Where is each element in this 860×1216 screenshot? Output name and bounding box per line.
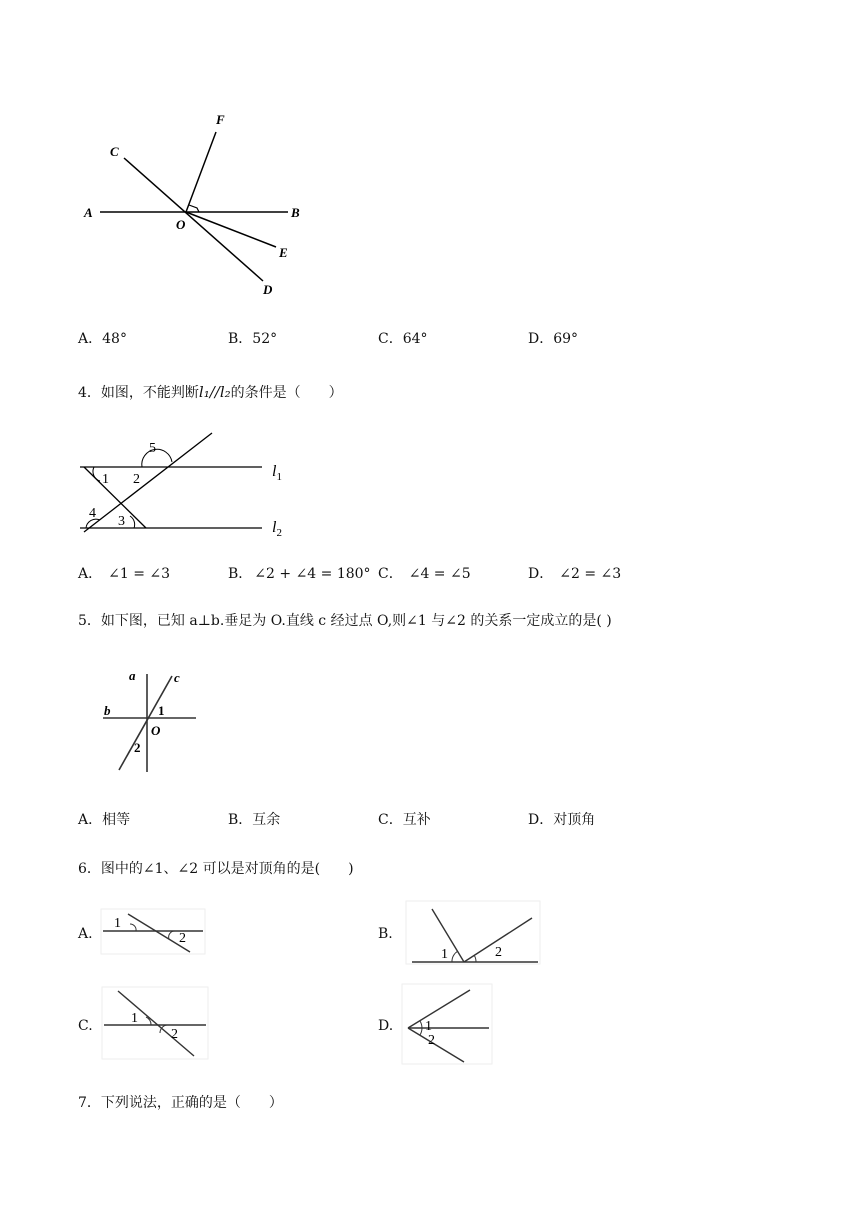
q6-figure-b xyxy=(405,900,543,968)
line-cd xyxy=(124,158,263,281)
ray-oe xyxy=(186,212,276,247)
option-letter: C． xyxy=(378,331,403,347)
option-text: 48° xyxy=(102,331,127,347)
angle-label-1: 1 xyxy=(441,947,448,962)
angle-label-3: 3 xyxy=(118,514,125,529)
label-a: a xyxy=(129,668,136,683)
angle-label-2: 2 xyxy=(495,945,502,960)
q4-question xyxy=(78,383,343,402)
angle-label-1: 1 xyxy=(102,472,109,487)
option-text: 64° xyxy=(402,331,428,347)
q6-choice-d-letter: D. xyxy=(378,1018,394,1034)
q6-figure-d xyxy=(400,982,495,1068)
angle-label-4: 4 xyxy=(89,506,96,521)
angle-label-5: 5 xyxy=(149,441,156,456)
label-d: D xyxy=(263,282,273,297)
label-l2: $l_2$ xyxy=(272,519,282,539)
angle-label-2: 2 xyxy=(428,1033,435,1048)
q4-text-after: 的条件是（ ） xyxy=(230,385,343,401)
q6-figure-a xyxy=(100,908,208,958)
option-letter: A． xyxy=(78,812,103,828)
angle-label-1: 1 xyxy=(425,1019,432,1034)
option-letter: D． xyxy=(528,566,554,582)
label-c: c xyxy=(174,670,180,685)
label-a: A xyxy=(84,205,93,220)
right-angle-mark xyxy=(189,205,199,212)
angle-label-2: 2 xyxy=(179,931,186,946)
option-letter: C． xyxy=(378,566,403,582)
option-text: ∠2 = ∠3 xyxy=(559,566,622,582)
q4-option-d xyxy=(528,565,621,583)
option-text: ∠2 + ∠4 = 180° xyxy=(254,566,371,582)
angle-label-1: 1 xyxy=(158,703,165,718)
label-f: F xyxy=(216,112,225,127)
q6-question: 6．图中的∠1、∠2 可以是对顶角的是( ) xyxy=(78,861,354,877)
option-letter: C． xyxy=(378,812,403,828)
q3-option-b xyxy=(228,330,277,348)
q6-figure-c xyxy=(100,985,212,1063)
angle-label-2: 2 xyxy=(133,472,140,487)
arc-1 xyxy=(93,467,100,481)
arc-5 xyxy=(142,449,172,467)
label-e: E xyxy=(279,245,288,260)
q6-choice-b-letter: B. xyxy=(378,926,393,942)
option-letter: B． xyxy=(228,812,253,828)
option-letter: A． xyxy=(78,566,103,582)
q4-number: 4． xyxy=(78,385,101,401)
option-text: ∠4 = ∠5 xyxy=(408,566,471,582)
label-b: b xyxy=(104,703,111,718)
q4-option-a xyxy=(78,565,170,583)
q3-figure xyxy=(75,105,315,305)
option-text: 对顶角 xyxy=(553,812,596,828)
q3-option-d xyxy=(528,330,578,348)
q4-option-b xyxy=(228,565,371,583)
option-text: 52° xyxy=(252,331,278,347)
q4-figure xyxy=(75,425,305,545)
q7-question: 7．下列说法，正确的是（ ） xyxy=(78,1095,283,1111)
label-l1: $l_1$ xyxy=(272,463,282,483)
label-o: O xyxy=(151,723,161,738)
angle-label-2: 2 xyxy=(134,740,141,755)
option-text: 互余 xyxy=(252,812,281,828)
q5-option-b xyxy=(228,811,280,829)
q5-figure xyxy=(95,660,205,780)
q5-option-a xyxy=(78,811,130,829)
q6-choice-a-letter: A. xyxy=(78,926,93,942)
q3-option-a xyxy=(78,330,127,348)
label-c: C xyxy=(110,144,119,159)
option-text: 互补 xyxy=(402,812,431,828)
option-letter: D． xyxy=(528,331,554,347)
q3-option-c xyxy=(378,330,428,348)
option-letter: D． xyxy=(528,812,554,828)
q5-question: 5．如下图，已知 a⊥b.垂足为 O.直线 c 经过点 O,则∠1 与∠2 的关系一定成立的是( ) xyxy=(78,613,612,629)
q4-text-before: 如图，不能判断 xyxy=(100,385,199,401)
option-letter: B． xyxy=(228,566,253,582)
angle-label-2: 2 xyxy=(171,1027,178,1042)
option-text: ∠1 = ∠3 xyxy=(108,566,171,582)
angle-label-1: 1 xyxy=(131,1011,138,1026)
option-letter: A． xyxy=(78,331,103,347)
option-letter: B． xyxy=(228,331,253,347)
angle-label-1: 1 xyxy=(114,916,121,931)
arc-3 xyxy=(130,516,135,528)
q6-choice-c-letter: C. xyxy=(78,1018,93,1034)
q5-option-d xyxy=(528,811,595,829)
label-o: O xyxy=(176,217,186,232)
ray-of xyxy=(186,132,216,212)
q4-option-c xyxy=(378,565,471,583)
q4-math: l₁//l₂ xyxy=(198,383,231,401)
option-text: 相等 xyxy=(102,812,131,828)
option-text: 69° xyxy=(553,331,579,347)
label-b: B xyxy=(291,205,300,220)
q5-option-c xyxy=(378,811,431,829)
line-c xyxy=(119,676,172,770)
